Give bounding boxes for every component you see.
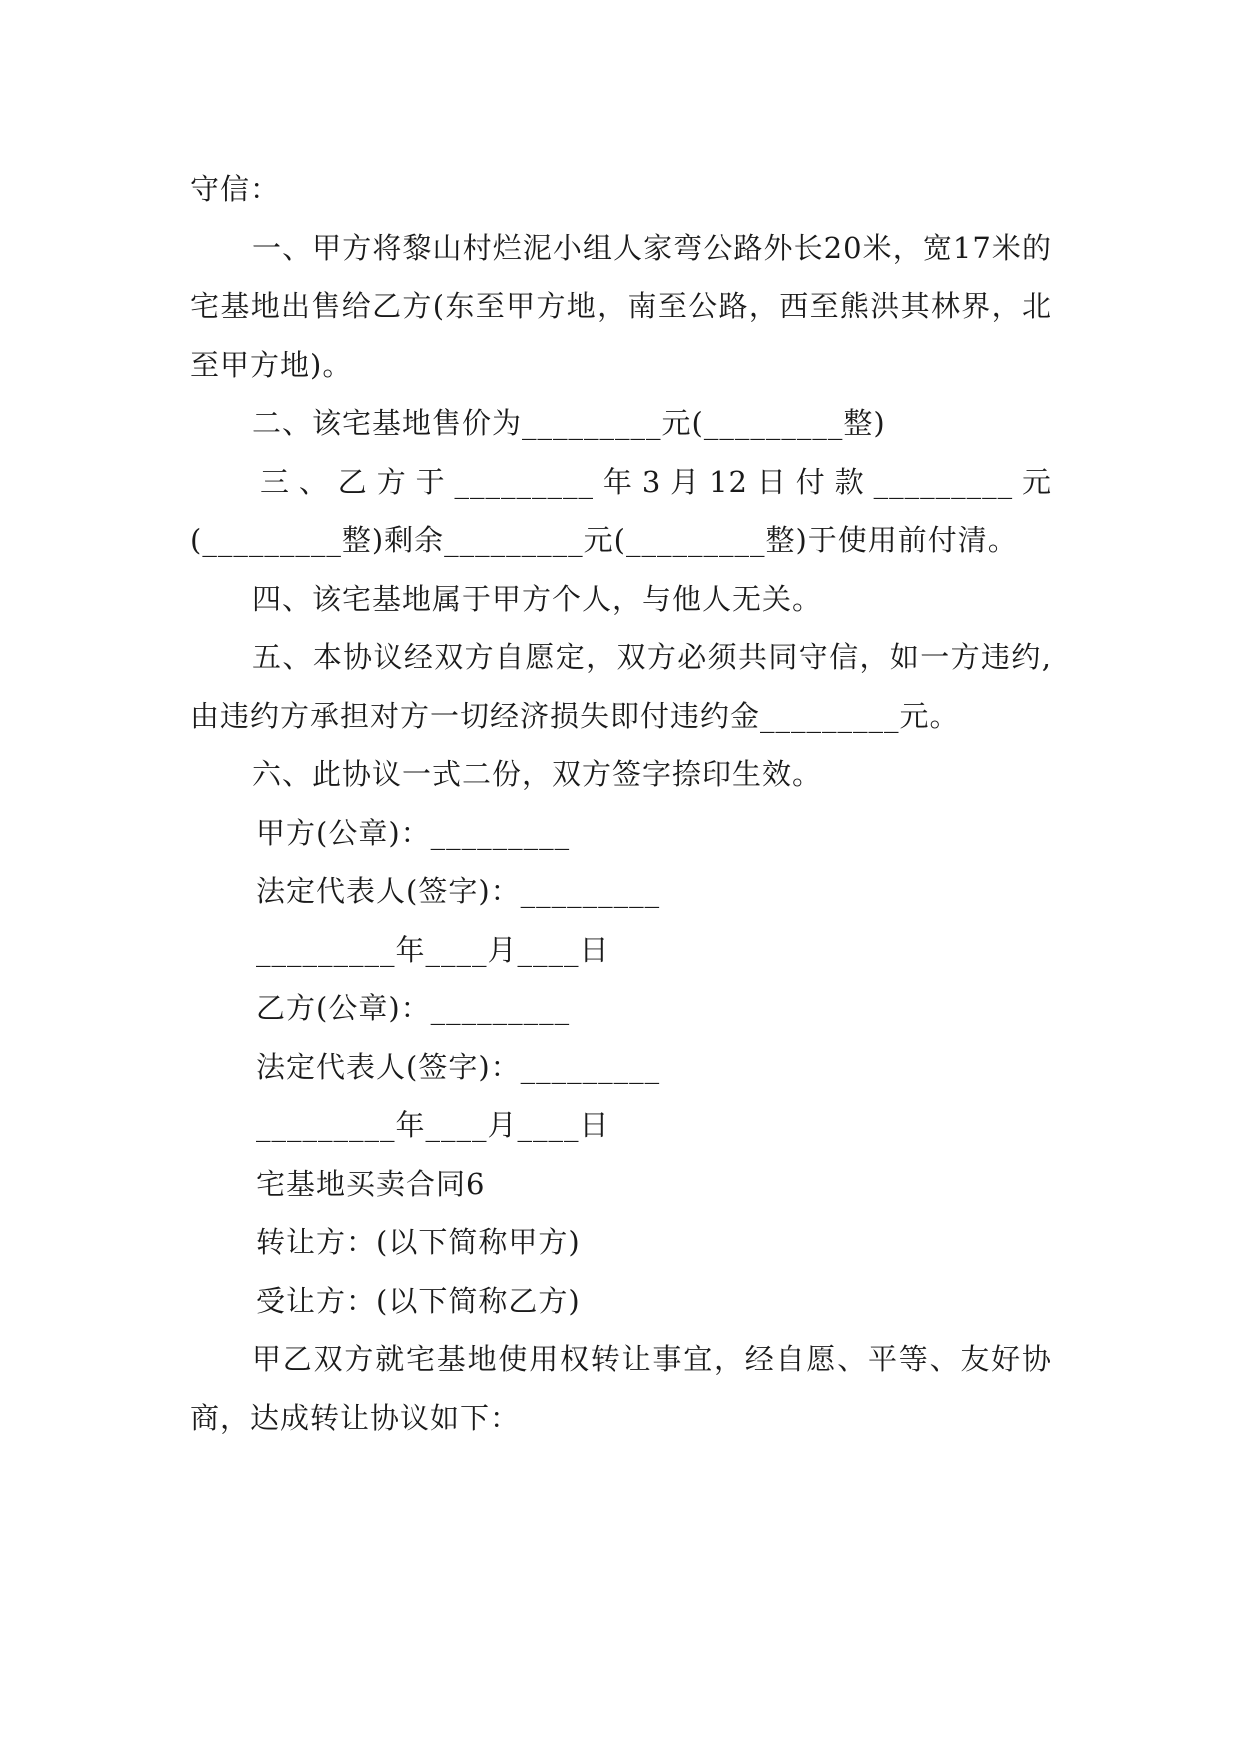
clause-5: 五、本协议经双方自愿定，双方必须共同守信，如一方违约,由违约方承担对方一切经济损失即付违约金_________元。: [190, 640, 1052, 733]
clause-4: 四、该宅基地属于甲方个人，与他人无关。: [252, 581, 823, 616]
party-a-seal-line: 甲方(公章)：_________: [256, 815, 571, 850]
party-a-representative-line: 法定代表人(签字)：_________: [256, 874, 661, 908]
clause-1: 一、甲方将黎山村烂泥小组人家弯公路外长20米，宽17米的宅基地出售给乙方(东至甲方地，南至公路，西至熊洪其林界，北至甲方地)。: [190, 230, 1052, 382]
agreement-intro: 甲乙双方就宅基地使用权转让事宜，经自愿、平等、友好协商，达成转让协议如下：: [190, 1342, 1052, 1435]
contract-title: 宅基地买卖合同6: [256, 1166, 486, 1201]
clause-3: 三、乙方于_________年3月12日付款_________元(_________整)剩余_________元(_________整)于使用前付清。: [190, 464, 1052, 557]
party-b-seal-line: 乙方(公章)：_________: [256, 991, 571, 1025]
transferor-line: 转让方：(以下简称甲方): [256, 1225, 581, 1259]
transferee-line: 受让方：(以下简称乙方): [256, 1283, 581, 1318]
document-page: [190, 160, 1052, 1447]
paragraph-continuation: 守信：: [190, 172, 281, 206]
clause-6: 六、此协议一式二份，双方签字捺印生效。: [252, 757, 823, 791]
party-b-date-line: _________年____月____日: [256, 1108, 610, 1142]
party-a-date-line: _________年____月____日: [256, 932, 610, 967]
clause-2: 二、该宅基地售价为_________元(_________整): [252, 406, 886, 440]
party-b-representative-line: 法定代表人(签字)：_________: [256, 1049, 661, 1084]
